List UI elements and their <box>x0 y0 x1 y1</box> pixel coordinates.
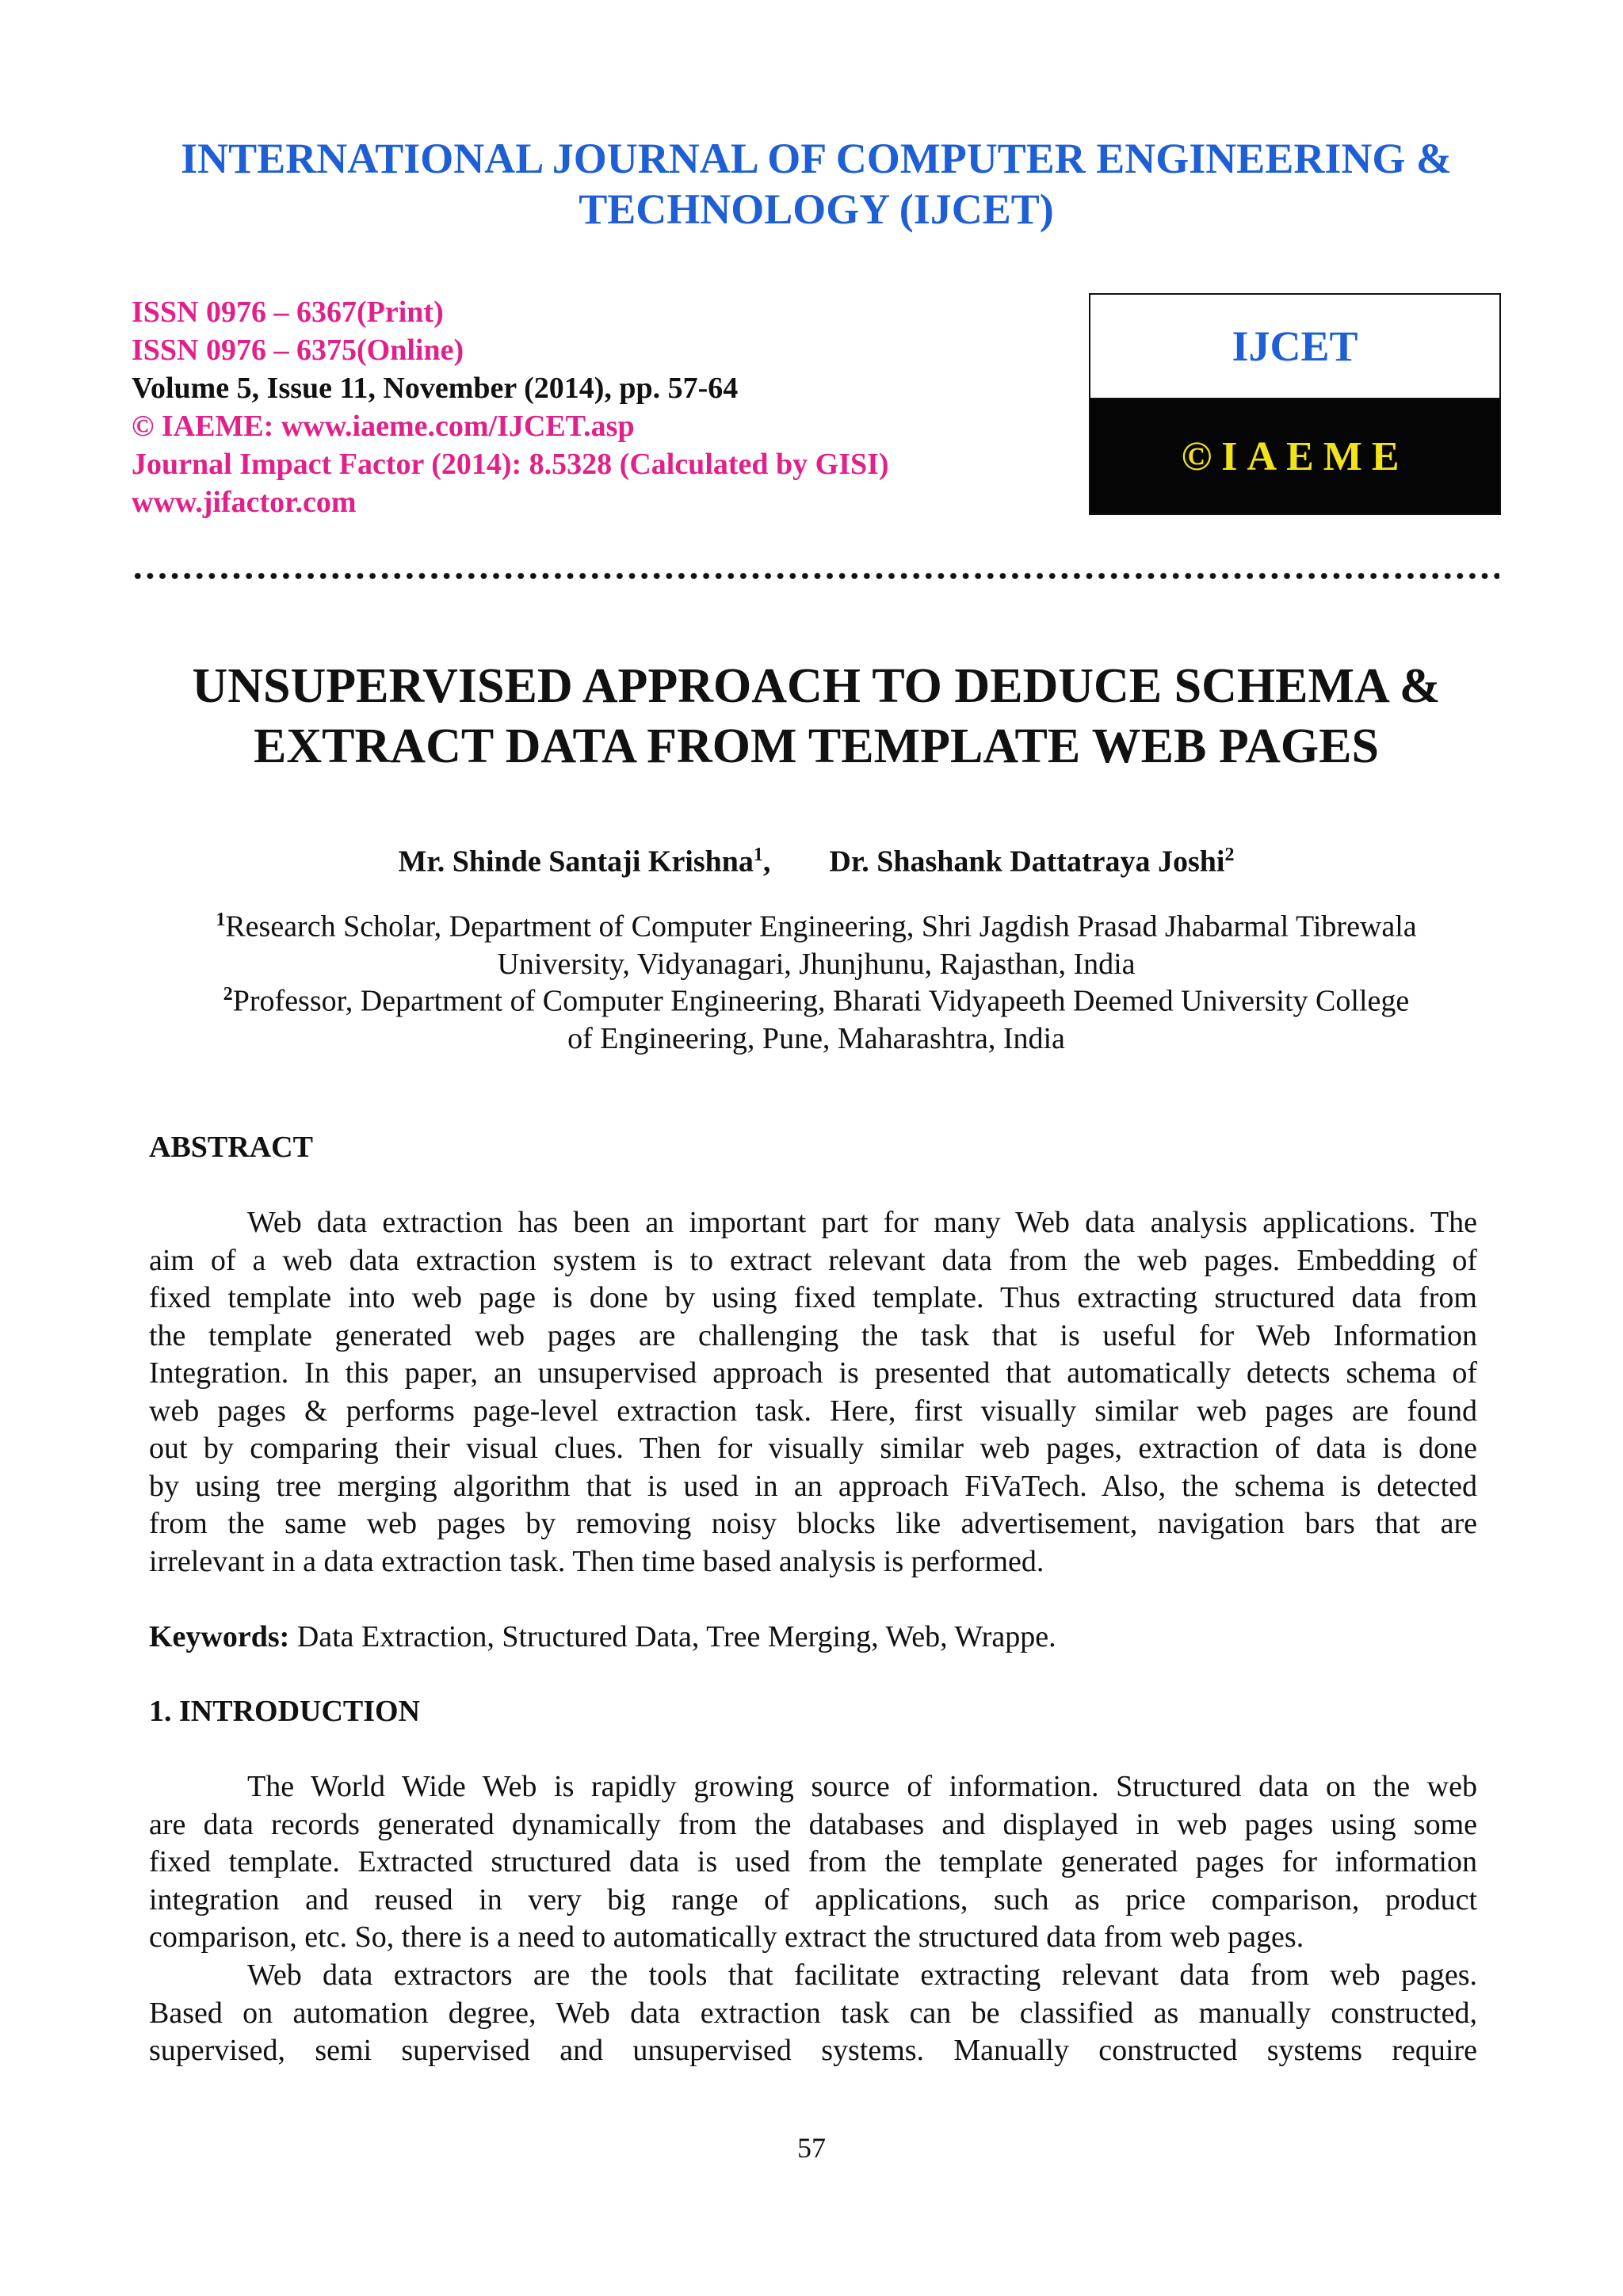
affiliation-2-line2: of Engineering, Pune, Maharashtra, India <box>567 1021 1065 1055</box>
intro-line: Based on automation degree, Web data extraction task can be classified as manually constructed, <box>149 1996 1477 2030</box>
keywords <box>149 1618 1056 1656</box>
authors <box>119 836 1514 881</box>
intro-line: integration and reused in very big range of applications, such as price comparison, product <box>149 1882 1477 1917</box>
journal-title-line1: INTERNATIONAL JOURNAL OF COMPUTER ENGINEERING & <box>181 135 1452 182</box>
abstract-line: the template generated web pages are challenging the task that is useful for Web Information <box>149 1318 1477 1352</box>
intro-line: Web data extractors are the tools that facilitate extracting relevant data from web pages. <box>247 1958 1477 1992</box>
intro-line: comparison, etc. So, there is a need to automatically extract the structured data from web pages. <box>149 1920 1304 1954</box>
issn-print: ISSN 0976 – 6367(Print) <box>132 296 444 329</box>
journal-title-line2: TECHNOLOGY (IJCET) <box>579 185 1054 233</box>
affiliation-2-sup: 2 <box>223 984 233 1005</box>
logo-ijcet-text: IJCET <box>1090 295 1499 399</box>
keywords-text: Data Extraction, Structured Data, Tree Merging, Web, Wrappe. <box>289 1620 1056 1653</box>
author-2: Dr. Shashank Dattatraya Joshi <box>829 845 1225 879</box>
issn-online: ISSN 0976 – 6375(Online) <box>132 334 464 367</box>
intro-line: fixed template. Extracted structured data is used from the template generated pages for information <box>149 1845 1477 1878</box>
abstract-line: web pages & performs page-level extraction task. Here, first visually similar web pages are found <box>149 1394 1477 1428</box>
page-number: 57 <box>797 2132 826 2164</box>
affiliation-1-sup: 1 <box>216 910 226 930</box>
affiliation-1-line2: University, Vidyanagari, Jhunjhunu, Rajasthan, India <box>497 947 1136 981</box>
keywords-label: Keywords: <box>149 1620 290 1653</box>
abstract-line: fixed template into web page is done by using fixed template. Thus extracting structured data from <box>149 1281 1477 1314</box>
logo-iaeme-text: ©IAEME <box>1090 399 1499 513</box>
paper-title-line1: UNSUPERVISED APPROACH TO DEDUCE SCHEMA & <box>192 659 1441 713</box>
journal-info <box>132 293 1083 521</box>
journal-title <box>119 133 1514 235</box>
author-2-sup: 2 <box>1224 845 1235 865</box>
author-1-sup: 1 <box>753 845 763 865</box>
introduction-heading: 1. INTRODUCTION <box>149 1695 421 1728</box>
intro-line: are data records generated dynamically from the databases and displayed in web pages using some <box>149 1807 1477 1841</box>
abstract-heading: ABSTRACT <box>149 1131 313 1164</box>
affiliation-1 <box>119 902 1514 983</box>
intro-line: The World Wide Web is rapidly growing source of information. Structured data on the web <box>247 1770 1477 1803</box>
abstract-line: aim of a web data extraction system is to extract relevant data from the web pages. Embedding of <box>149 1243 1477 1277</box>
intro-line: supervised, semi supervised and unsupervised systems. Manually constructed systems require <box>149 2034 1477 2067</box>
author-1: Mr. Shinde Santaji Krishna <box>398 845 754 879</box>
abstract-line: from the same web pages by removing noisy blocks like advertisement, navigation bars that are <box>149 1507 1477 1540</box>
journal-website: © IAEME: www.iaeme.com/IJCET.asp <box>132 410 635 443</box>
dotted-divider <box>132 572 1499 580</box>
affiliation-2-line1: Professor, Department of Computer Engineering, Bharati Vidyapeeth Deemed University College <box>232 984 1410 1018</box>
affiliation-2 <box>119 976 1514 1058</box>
affiliation-1-line1: Research Scholar, Department of Computer Engineering, Shri Jagdish Prasad Jhabarmal Tibrewala <box>225 910 1417 944</box>
abstract-line: Web data extraction has been an important part for many Web data analysis applications. The <box>247 1206 1477 1239</box>
abstract-body <box>149 1204 1477 1581</box>
abstract-line: Integration. In this paper, an unsupervised approach is presented that automatically detects schema of <box>149 1356 1477 1390</box>
jifactor-website: www.jifactor.com <box>132 486 357 519</box>
abstract-line: irrelevant in a data extraction task. Then time based analysis is performed. <box>149 1544 1044 1578</box>
introduction-paragraph-2 <box>149 1957 1477 2070</box>
introduction-paragraph-1 <box>149 1768 1477 1957</box>
impact-factor: Journal Impact Factor (2014): 8.5328 (Calculated by GISI) <box>132 448 889 481</box>
abstract-line: out by comparing their visual clues. Then for visually similar web pages, extraction of data is done <box>149 1432 1477 1465</box>
volume-info: Volume 5, Issue 11, November (2014), pp. 57-64 <box>132 372 739 405</box>
paper-title-line2: EXTRACT DATA FROM TEMPLATE WEB PAGES <box>254 719 1379 773</box>
author-separator: , <box>762 845 771 879</box>
paper-title <box>119 656 1514 776</box>
journal-logo <box>1089 293 1501 515</box>
abstract-line: by using tree merging algorithm that is used in an approach FiVaTech. Also, the schema is detected <box>149 1469 1477 1503</box>
